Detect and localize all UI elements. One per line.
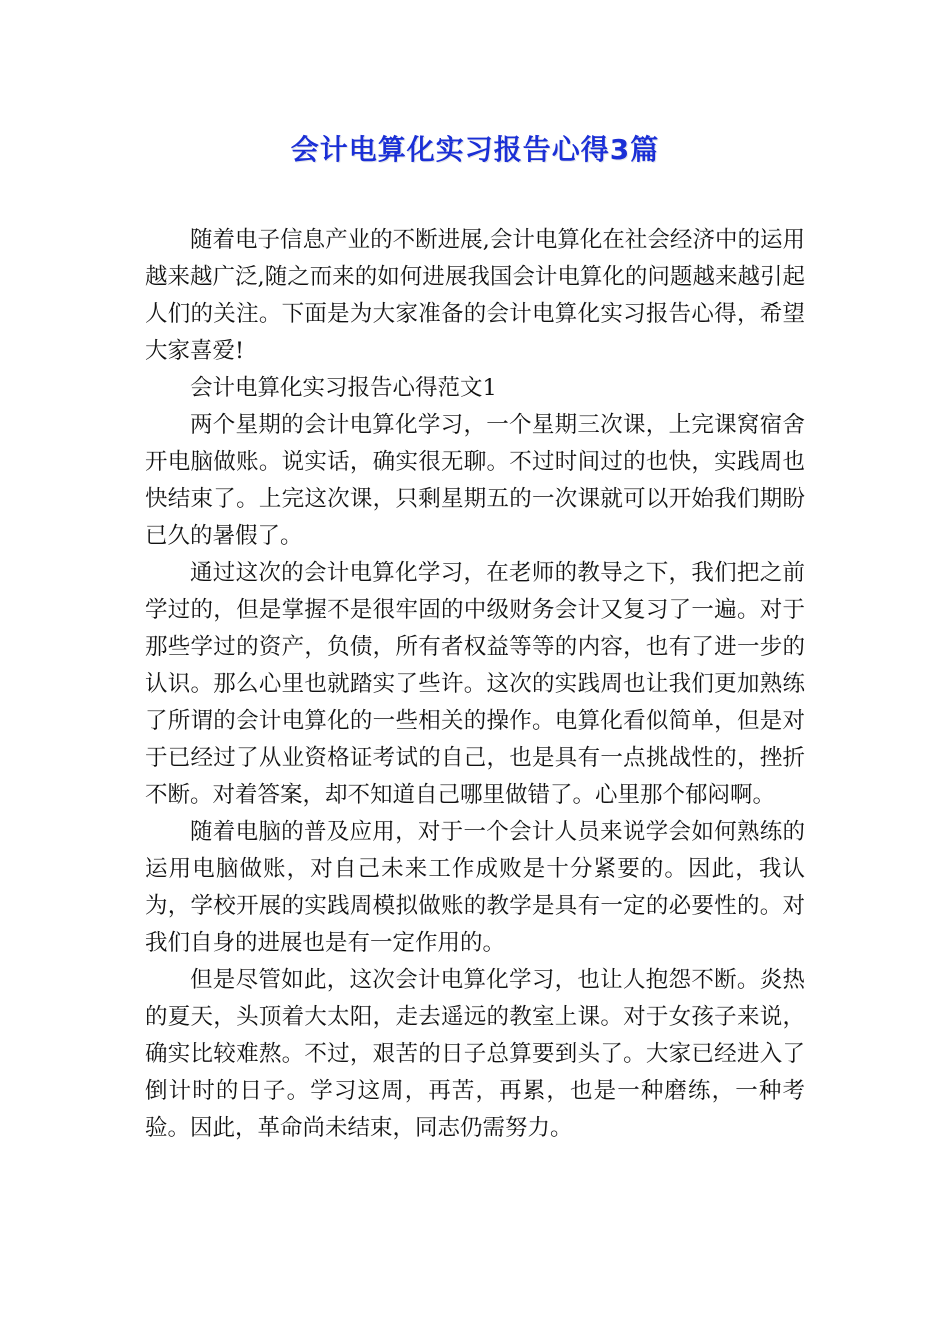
body-paragraph: 随着电脑的普及应用，对于一个会计人员来说学会如何熟练的运用电脑做账，对自己未来工作成败是十分紧要的。因此，我认为，学校开展的实践周模拟做账的教学是具有一定的必要性的。对我们自身的进展也是有一定作用的。: [145, 819, 805, 956]
body-paragraph: 两个星期的会计电算化学习，一个星期三次课，上完课窝宿舍开电脑做账。说实话，确实很无聊。不过时间过的也快，实践周也快结束了。上完这次课，只剩星期五的一次课就可以开始我们期盼已久的暑假了。: [145, 412, 805, 549]
body-paragraph: 通过这次的会计电算化学习，在老师的教导之下，我们把之前学过的，但是掌握不是很牢固的中级财务会计又复习了一遍。对于那些学过的资产，负债，所有者权益等等的内容，也有了进一步的认识。那么心里也就踏实了些许。这次的实践周也让我们更加熟练了所谓的会计电算化的一些相关的操作。电算化看似简单，但是对于已经过了从业资格证考试的自己，也是具有一点挑战性的，挫折不断。对着答案，却不知道自己哪里做错了。心里那个郁闷啊。: [145, 560, 805, 808]
document-title: 会计电算化实习报告心得3篇: [290, 133, 660, 166]
document-body: [145, 222, 805, 1147]
body-paragraph: 但是尽管如此，这次会计电算化学习，也让人抱怨不断。炎热的夏天，头顶着大太阳，走去遥远的教室上课。对于女孩子来说，确实比较难熬。不过，艰苦的日子总算要到头了。大家已经进入了倒计时的日子。学习这周，再苦，再累，也是一种磨练，一种考验。因此，革命尚未结束，同志仍需努力。: [145, 967, 805, 1141]
section-heading: 会计电算化实习报告心得范文1: [190, 375, 497, 401]
intro-paragraph: 随着电子信息产业的不断进展,会计电算化在社会经济中的运用越来越广泛,随之而来的如何进展我国会计电算化的问题越来越引起人们的关注。下面是为大家准备的会计电算化实习报告心得，希望大家喜爱!: [145, 227, 805, 364]
